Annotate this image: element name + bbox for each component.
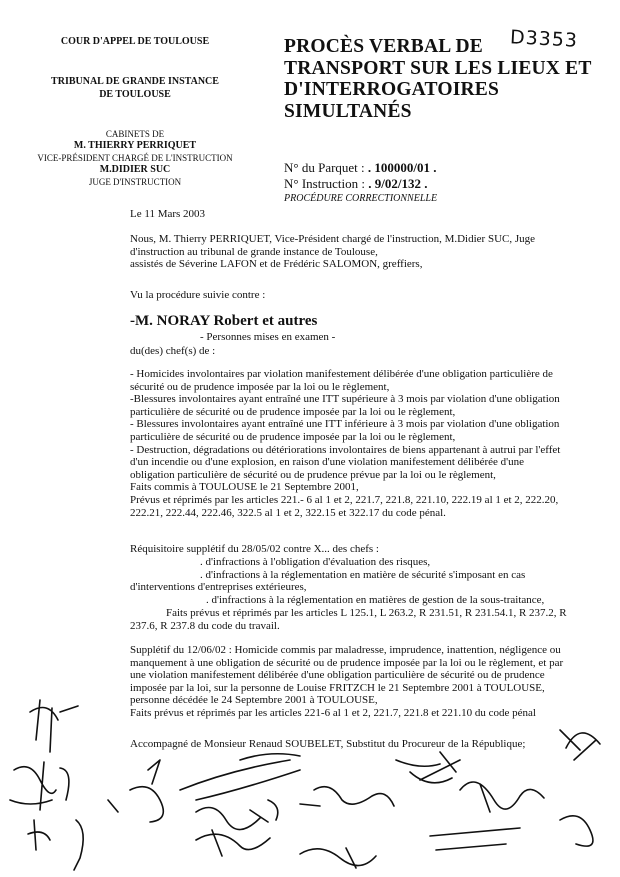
intro-line: Nous, M. Thierry PERRIQUET, Vice-Président chargé de l'instruction, M.Didier SUC, Juge [130,233,536,245]
suppletif-line: personne décédée le 24 Septembre 2001 à TOULOUSE, [130,694,378,707]
title-line3: D'INTERROGATOIRES [284,79,500,100]
judge1-name: M. THIERRY PERRIQUET [73,140,197,151]
procedure-type: PROCÉDURE CORRECTIONNELLE [284,193,438,204]
judge2-name: M.DIDIER SUC [99,164,171,175]
charge-line: sécurité ou de prudence imposée par la loi ou le règlement, [130,380,390,393]
charge-line: particulière de sécurité ou de prudence imposée par la loi ou le règlement, [130,430,456,443]
requisitoire-item: . d'infractions à la réglementation en matières de gestion de la sous-traitance, [206,594,545,606]
signature-left-mid [10,762,69,810]
charge-line: - Homicides involontaires par violation manifestement délibérée d'une obligation particulière de [130,368,553,380]
signature-mid-2 [180,754,300,800]
signature-mid-4 [196,830,270,856]
instruction-label: N° Instruction : [284,176,366,191]
handwritten-reference: D3353 [509,26,579,52]
charge-line: d'un incendie ou d'une explosion, en raison d'une violation manifestement délibérée d'une [130,456,525,469]
signature-far-right [560,730,600,760]
suppletif-line: Faits prévus et réprimés par les articles 221-6 al 1 et 2, 221.7, 221.8 et 221.10 du code pénal [130,706,536,719]
signature-right-1 [396,752,460,783]
signature-center [300,787,394,806]
document-date: Le 11 Mars 2003 [130,208,206,220]
judge2-title: JUGE D'INSTRUCTION [88,177,182,187]
charge-line: particulière de sécurité ou de prudence imposée par la loi ou le règlement, [130,405,456,418]
parquet-label: N° du Parquet : [284,160,365,175]
suppletif-line: Supplétif du 12/06/02 : Homicide commis par maladresse, imprudence, inattention, négligence ou [130,644,561,656]
intro-line: d'instruction au tribunal de grande instance de Toulouse, [130,245,378,258]
requisitoire-faits-end: 237.6, R 237.8 du code du travail. [130,620,280,632]
requisitoire-continuation: d'interventions d'entreprises extérieures, [130,581,307,593]
requisitoire-heading: Réquisitoire supplétif du 28/05/02 contre X... des chefs : [130,543,379,555]
procedure-against: Vu la procédure suivie contre : [130,289,266,301]
charge-line: - Destruction, dégradations ou détériorations involontaires de biens appartenant à autrui par l'effet [130,443,561,456]
signature-right-2 [460,782,544,812]
tribunal-line1: TRIBUNAL DE GRANDE INSTANCE [51,76,219,87]
suppletif-line: imposée par la loi, sur la personne de Louise FRITZCH le 21 Septembre 2001 à TOULOUSE, [130,681,545,694]
signature-mid-3 [196,800,278,830]
court-of-appeal: COUR D'APPEL DE TOULOUSE [60,36,210,47]
charge-line: obligation particulière de sécurité ou de prudence prévue par la loi ou le règlement, [130,468,496,481]
accused-name: -M. NORAY Robert et autres [130,313,318,329]
parquet-number: . 100000/01 . [367,160,437,175]
signature-left-top [30,700,78,752]
judge1-title: VICE-PRÉSIDENT CHARGÉ DE L'INSTRUCTION [37,153,233,163]
signature-bottom-right [430,816,593,850]
charge-line: Faits commis à TOULOUSE le 21 Septembre 2001, [130,481,359,494]
accused-status: - Personnes mises en examen - [200,331,336,343]
tribunal-line2: DE TOULOUSE [99,89,171,100]
suppletif-line: une violation manifestement délibérée d'une obligation particulière de sécurité ou de prudence [130,669,545,682]
signature-bottom-center [300,848,376,868]
title-line2: TRANSPORT SUR LES LIEUX ET [284,57,592,79]
title-line4: SIMULTANÉS [284,100,412,122]
charge-line: -Blessures involontaires ayant entraîné une ITT supérieure à 3 mois par violation d'une obligation [130,393,560,406]
cabinets-label: CABINETS DE [105,129,165,139]
charge-line: 222.21, 222.44, 222.46, 322.5 al 1 et 2, 322.15 et 322.17 du code pénal. [130,506,446,519]
title-line1: PROCÈS VERBAL DE [284,36,483,57]
requisitoire-faits: Faits prévus et réprimés par les articles L 125.1, L 263.2, R 231.51, R 231.54.1, R 237.2, R [166,607,567,619]
intro-line: assistés de Séverine LAFON et de Frédéric SALOMON, greffiers, [130,258,423,271]
instruction-number: . 9/02/132 . [368,176,428,191]
signature-left-bottom [28,820,83,870]
signature-mid-1 [108,760,163,822]
charge-line: Prévus et réprimés par les articles 221.- 6 al 1 et 2, 221.7, 221.8, 221.10, 222.19 al 1 et 2, 222.20, [130,493,559,506]
suppletif-line: manquement à une obligation de sécurité ou de prudence imposée par la loi ou le règlement, et par [130,656,564,669]
charge-line: - Blessures involontaires ayant entraîné une ITT inférieure à 3 mois par violation d'une obligation [130,418,560,431]
requisitoire-item: . d'infractions à la réglementation en matière de sécurité s'imposant en cas [200,569,526,581]
requisitoire-item: . d'infractions à l'obligation d'évaluation des risques, [200,556,431,568]
charges-heading: du(des) chef(s) de : [130,345,216,357]
accompanied-by: Accompagné de Monsieur Renaud SOUBELET, Substitut du Procureur de la République; [130,738,526,750]
